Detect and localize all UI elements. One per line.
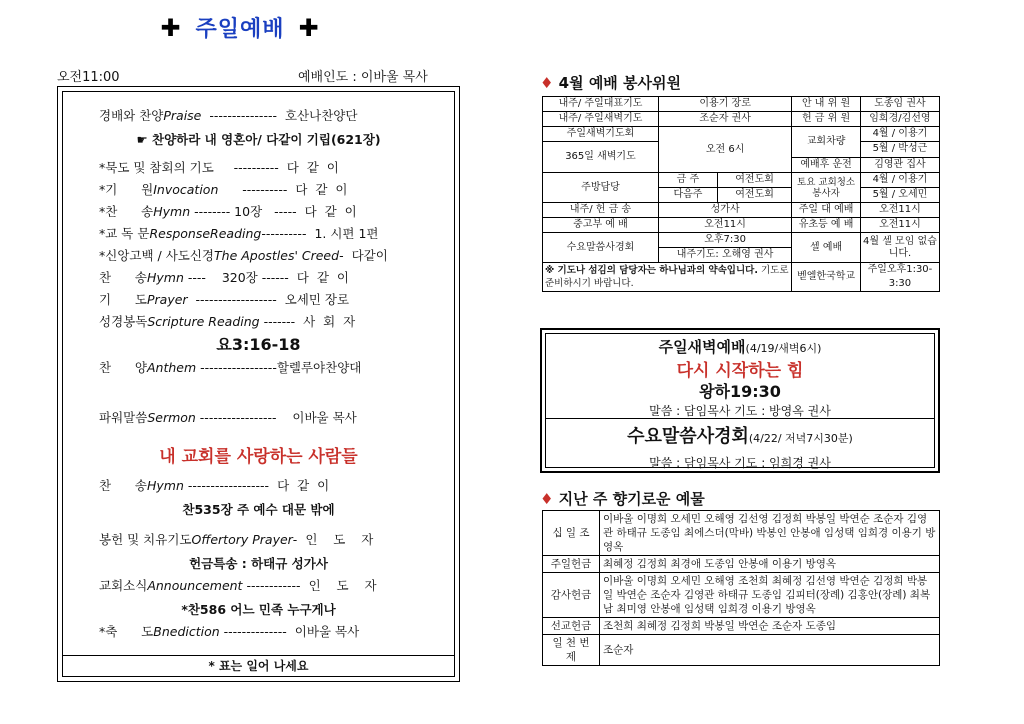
standing-note: * 표는 일어 나세요 bbox=[63, 655, 454, 676]
wednesday-title: 수요말씀사경회(4/22/ 저녁7시30분) bbox=[627, 426, 853, 447]
cross-icon: ✚ bbox=[298, 14, 320, 42]
order-inner bbox=[62, 91, 455, 677]
table-row: 내주/ 헌 금 송 성가사 주일 대 예배 오전11시 bbox=[543, 203, 940, 218]
service-leader: 예배인도 : 이바울 목사 bbox=[298, 70, 428, 85]
table-row: 십 일 조 이바울 이명희 오세민 오해영 김선영 김정희 박봉일 박연순 조순자 김영관 하태규 도종임 최에스더(막바) 박봉인 안봉애 임성택 임희경 이용기 방영옥 bbox=[543, 511, 940, 556]
table-row: 선교헌금 조천희 최혜정 김정희 박봉일 박연순 조순자 도종임 bbox=[543, 618, 940, 635]
sermon-title: 내 교회를 사랑하는 사람들 bbox=[159, 447, 358, 467]
table-row: 일 천 번 제 조순자 bbox=[543, 635, 940, 666]
order-note: 찬535장 주 예수 대문 밖에 bbox=[182, 502, 335, 517]
order-item: *찬 송Hymn -------- 10장 ----- 다 같 이 bbox=[99, 204, 357, 219]
wednesday-speakers: 말씀 : 담임목사 기도 : 임희경 권사 bbox=[649, 456, 831, 470]
scripture-ref: 요3:16-18 bbox=[216, 335, 301, 354]
table-row: 내주/ 주일새벽기도 조순자 권사 헌 금 위 원 임희경/김선영 bbox=[543, 112, 940, 127]
table-row: 365일 새벽기도 5월 / 박성근 bbox=[543, 142, 940, 158]
table-row: 내주/ 주일대표기도 이용기 장로 안 내 위 원 도종임 권사 bbox=[543, 97, 940, 112]
volunteers-title: ♦ 4월 예배 봉사위원 bbox=[540, 74, 681, 92]
table-row: 예배후 운전 김영관 집사 bbox=[543, 157, 940, 173]
order-item: *교 독 문ResponseReading---------- 1. 시편 1편 bbox=[99, 226, 379, 241]
gifts-title: ♦ 지난 주 향기로운 예물 bbox=[540, 490, 705, 508]
order-note: ☛ 찬양하라 내 영혼아/ 다같이 기립(621장) bbox=[136, 132, 381, 147]
order-item: 기 도Prayer ------------------ 오세민 장로 bbox=[99, 292, 350, 307]
sermon-row: 파워말씀Sermon ----------------- 이바울 목사 bbox=[99, 410, 357, 425]
table-row: ※ 기도나 섬김의 담당자는 하나님과의 약속입니다. 기도로 준비하시기 바랍니다. 벧엘한국학교 주일오후1:30-3:30 bbox=[543, 263, 940, 292]
service-time: 오전11:00 bbox=[57, 70, 120, 85]
order-item: 성경봉독Scripture Reading ------- 사 회 자 bbox=[99, 314, 356, 329]
table-row: 주일헌금 최혜정 김정희 최경애 도종임 안봉애 이용기 방영옥 bbox=[543, 556, 940, 573]
order-item: 찬 송Hymn ------------------ 다 같 이 bbox=[99, 478, 330, 493]
order-note: 헌금특송 : 하태규 성가사 bbox=[189, 556, 328, 571]
dawn-scripture: 왕하19:30 bbox=[699, 382, 781, 401]
order-item: *기 원Invocation ---------- 다 같 이 bbox=[99, 182, 348, 197]
order-item: *신앙고백 / 사도신경The Apostles' Creed- 다같이 bbox=[99, 248, 388, 263]
dawn-title: 주일새벽예배(4/19/새벽6시) bbox=[658, 338, 822, 356]
order-item: 교회소식Announcement ------------ 인 도 자 bbox=[99, 578, 377, 593]
order-item: 경배와 찬양Praise --------------- 호산나찬양단 bbox=[99, 108, 358, 123]
order-item: 봉헌 및 치유기도Offertory Prayer- 인 도 자 bbox=[99, 532, 374, 547]
dawn-service-box bbox=[540, 328, 940, 473]
table-row: 감사헌금 이바울 이명희 오세민 오해영 조천희 최혜정 김선영 박연순 김정희 박봉일 박연순 조순자 김영관 하태규 도종임 김피터(장례) 김홍안(장례) 최복남 최미영 안봉애 임성택 임희경 이용기 방영옥 bbox=[543, 573, 940, 618]
dawn-sermon-title: 다시 시작하는 힘 bbox=[676, 361, 804, 381]
title-text: 주일예배 bbox=[195, 17, 285, 42]
order-of-worship bbox=[57, 86, 460, 682]
order-item: 찬 송Hymn ---- 320장 ------ 다 같 이 bbox=[99, 270, 349, 285]
table-row: 수요말씀사경회 오후7:30 셀 예배 4월 셀 모임 없습니다. bbox=[543, 233, 940, 248]
bullet-icon: ♦ bbox=[540, 74, 559, 92]
table-row: 다음주 여전도회 5월 / 오세민 bbox=[543, 188, 940, 203]
order-item: *묵도 및 참회의 기도 ---------- 다 같 이 bbox=[99, 160, 339, 175]
volunteers-table bbox=[542, 96, 940, 292]
anthem-row: 찬 양Anthem -----------------할렐루야찬양대 bbox=[99, 360, 362, 375]
gifts-table bbox=[542, 510, 940, 666]
order-item: *축 도Bnediction -------------- 이바울 목사 bbox=[99, 624, 360, 639]
bulletin-title bbox=[0, 12, 480, 43]
cross-icon: ✚ bbox=[160, 14, 182, 42]
table-row: 주일새벽기도회 오전 6시 교회차량 4월 / 이용기 bbox=[543, 127, 940, 142]
table-row: 내주기도: 오해영 권사 bbox=[543, 248, 940, 263]
table-row: 중고부 예 배 오전11시 유초등 예 배 오전11시 bbox=[543, 218, 940, 233]
bullet-icon: ♦ bbox=[540, 490, 559, 508]
table-row: 주방담당 금 주 여전도회 토요 교회청소 봉사자 4월 / 이용기 bbox=[543, 173, 940, 188]
order-note: *찬586 어느 민족 누구게나 bbox=[181, 602, 336, 617]
dawn-speakers: 말씀 : 담임목사 기도 : 방영옥 권사 bbox=[649, 404, 831, 418]
